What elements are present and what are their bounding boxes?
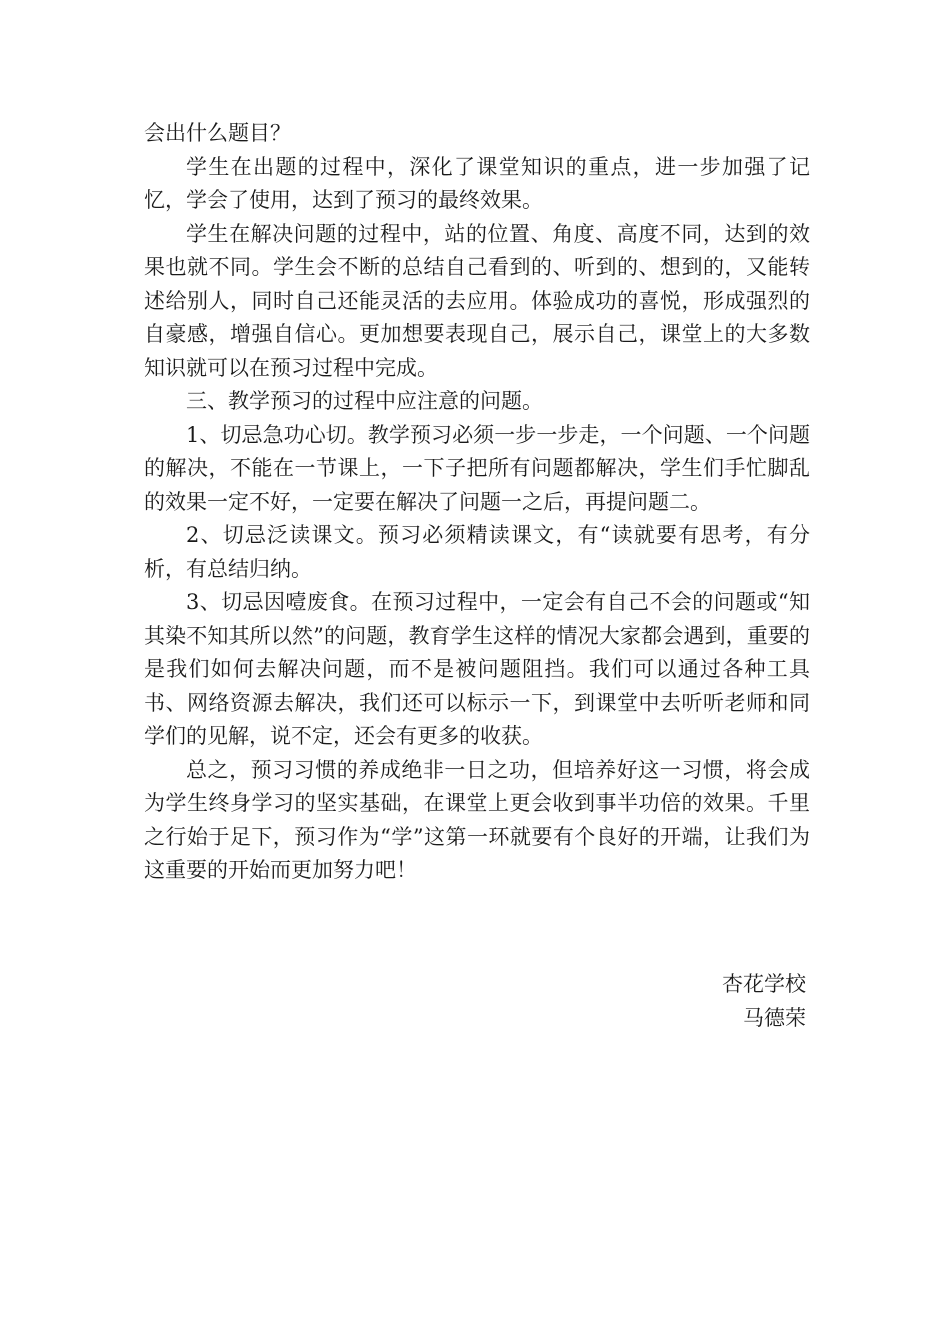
signature-author: 马德荣 <box>743 1005 806 1030</box>
paragraph-continuation: 会出什么题目？ <box>144 121 291 145</box>
paragraph-problem-solving: 学生在解决问题的过程中，站的位置、角度、高度不同，达到的效果也就不同。学生会不断的总结自己看到的、听到的、想到的，又能转述给别人，同时自己还能灵活的去应用。体验成功的喜悦，形成强烈的自豪感，增强自信心。更加想要表现自己，展示自己，课堂上的大多数知识就可以在预习过程中完成。 <box>144 221 810 380</box>
signature-school: 杏花学校 <box>722 972 806 996</box>
document-body <box>144 117 810 888</box>
signature-block <box>722 968 806 1035</box>
paragraph-conclusion: 总之，预习习惯的养成绝非一日之功，但培养好这一习惯，将会成为学生终身学习的坚实基础，在课堂上更会收到事半功倍的效果。千里之行始于足下，预习作为“学”这第一环就要有个良好的开端，让我们为这重要的开始而更加努力吧！ <box>144 757 810 882</box>
section-heading-three: 三、教学预习的过程中应注意的问题。 <box>186 389 543 413</box>
paragraph-point-two: 2、切忌泛读课文。预习必须精读课文，有“读就要有思考，有分析，有总结归纳。 <box>144 523 810 581</box>
paragraph-question-effect: 学生在出题的过程中，深化了课堂知识的重点，进一步加强了记忆，学会了使用，达到了预习的最终效果。 <box>144 154 810 212</box>
paragraph-point-one: 1、切忌急功心切。教学预习必须一步一步走，一个问题、一个问题的解决，不能在一节课上，一下子把所有问题都解决，学生们手忙脚乱的效果一定不好，一定要在解决了问题一之后，再提问题二。 <box>144 422 810 514</box>
paragraph-point-three: 3、切忌因噎废食。在预习过程中，一定会有自己不会的问题或“知其染不知其所以然”的问题，教育学生这样的情况大家都会遇到，重要的是我们如何去解决问题，而不是被问题阻挡。我们可以通过各种工具书、网络资源去解决，我们还可以标示一下，到课堂中去听听老师和同学们的见解，说不定，还会有更多的收获。 <box>144 590 810 748</box>
